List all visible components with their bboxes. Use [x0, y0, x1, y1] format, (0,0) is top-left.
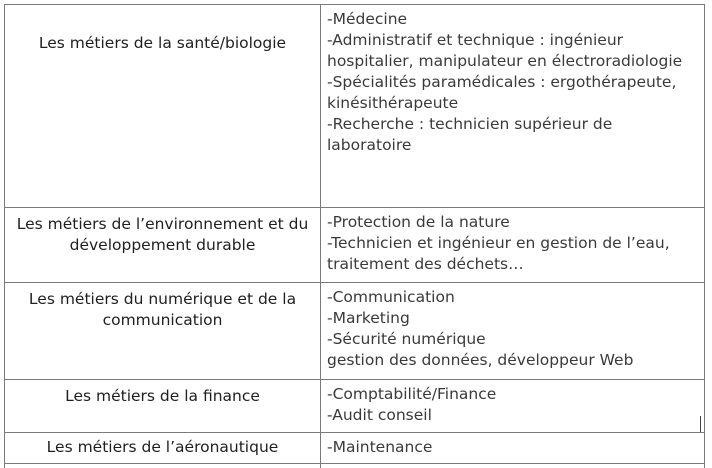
table-row-sante — [5, 5, 705, 208]
table-row-numerique — [5, 283, 705, 380]
job-item: -Communication — [327, 287, 698, 308]
job-item: -Recherche : technicien supérieur de laboratoire — [327, 114, 698, 156]
text-cursor — [700, 416, 701, 432]
jobs-cell — [321, 433, 705, 464]
sector-cell: Les métiers de l’environnement et du développement durable — [5, 208, 321, 283]
job-item: -Marketing — [327, 308, 698, 329]
sector-cell: Les métiers de l’aéronautique — [5, 433, 321, 464]
jobs-cell — [321, 283, 705, 380]
table-row-environnement — [5, 208, 705, 283]
job-item: -Administratif et technique : ingénieur hospitalier, manipulateur en électroradiologie — [327, 30, 698, 72]
job-item: -Sécurité numérique — [327, 329, 698, 350]
job-item: -Médecine — [327, 9, 698, 30]
careers-table — [4, 4, 705, 468]
job-item: -Comptabilité/Finance — [327, 384, 698, 405]
table-row-empty — [5, 464, 705, 468]
sector-cell: Les métiers du numérique et de la communication — [5, 283, 321, 380]
job-item: gestion des données, développeur Web — [327, 350, 698, 371]
job-item: -Technicien et ingénieur en gestion de l’eau, traitement des déchets… — [327, 233, 698, 275]
jobs-cell — [321, 208, 705, 283]
empty-cell — [321, 464, 705, 468]
jobs-cell — [321, 5, 705, 208]
table-row-finance — [5, 380, 705, 433]
table-row-aeronautique — [5, 433, 705, 464]
job-item: -Protection de la nature — [327, 212, 698, 233]
job-item: -Maintenance — [327, 437, 698, 458]
sector-cell: Les métiers de la finance — [5, 380, 321, 433]
sector-cell: Les métiers de la santé/biologie — [5, 5, 321, 208]
job-item: -Spécialités paramédicales : ergothérapeute, kinésithérapeute — [327, 72, 698, 114]
jobs-cell — [321, 380, 705, 433]
job-item: -Audit conseil — [327, 405, 698, 426]
empty-cell — [5, 464, 321, 468]
